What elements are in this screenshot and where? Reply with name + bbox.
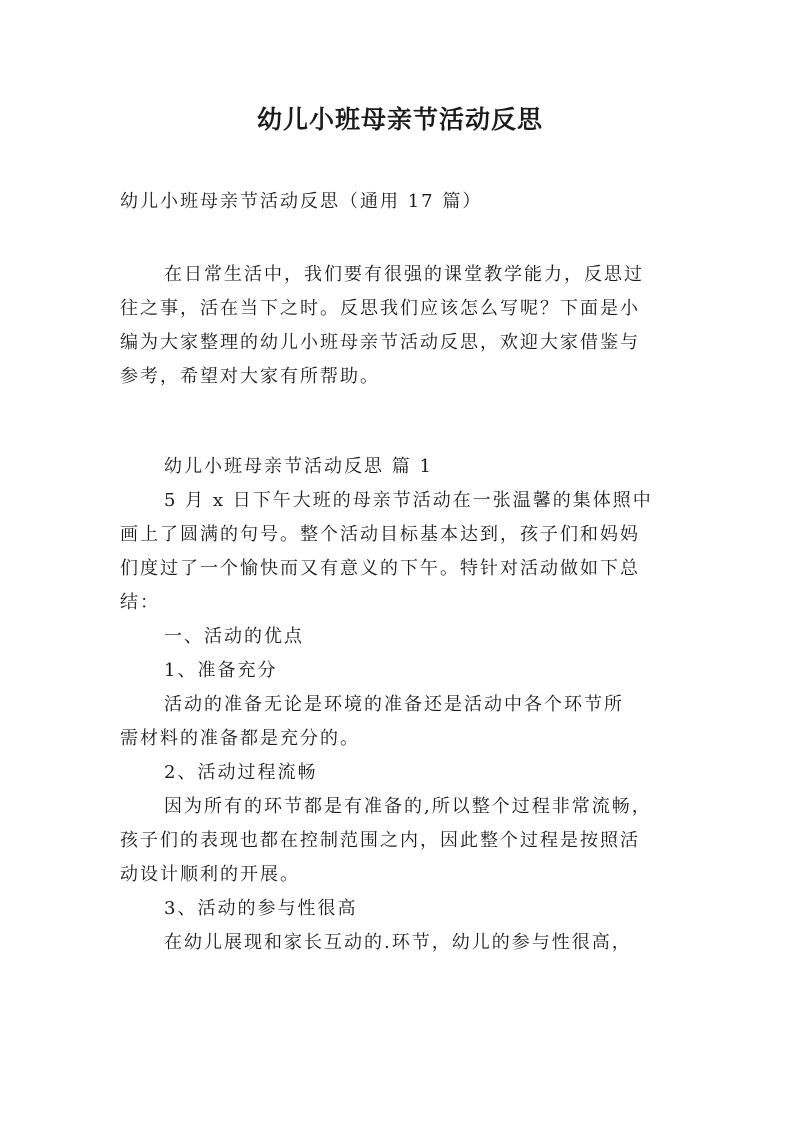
document-subtitle: 幼儿小班母亲节活动反思（通用 17 篇） [120, 191, 483, 212]
section-line: 们度过了一个愉快而又有意义的下午。特针对活动做如下总 [120, 558, 640, 579]
intro-line: 往之事，活在当下之时。反思我们应该怎么写呢？下面是小 [120, 298, 640, 319]
intro-line: 参考，希望对大家有所帮助。 [120, 366, 380, 387]
document-title: 幼儿小班母亲节活动反思 [256, 105, 543, 134]
section-line: 结： [120, 592, 160, 613]
section-1 [120, 450, 690, 960]
list-subheading: 1、准备充分 [164, 660, 278, 681]
section-heading: 幼儿小班母亲节活动反思 篇 1 [164, 456, 433, 477]
intro-paragraph [120, 258, 690, 394]
intro-line: 编为大家整理的幼儿小班母亲节活动反思，欢迎大家借鉴与 [120, 332, 640, 353]
list-heading: 一、活动的优点 [164, 626, 304, 647]
section-line: 活动的准备无论是环境的准备还是活动中各个环节所 [164, 694, 624, 715]
section-line: 画上了圆满的句号。整个活动目标基本达到，孩子们和妈妈 [120, 524, 640, 545]
section-line: 动设计顺利的开展。 [120, 864, 300, 885]
section-line: 因为所有的环节都是有准备的,所以整个过程非常流畅， [164, 796, 652, 817]
list-subheading: 3、活动的参与性很高 [164, 898, 358, 919]
list-subheading: 2、活动过程流畅 [164, 762, 318, 783]
intro-line: 在日常生活中，我们要有很强的课堂教学能力，反思过 [164, 264, 644, 285]
section-line: 需材料的准备都是充分的。 [120, 728, 360, 749]
section-line: 5 月 x 日下午大班的母亲节活动在一张温馨的集体照中 [164, 490, 653, 511]
section-line: 孩子们的表现也都在控制范围之内，因此整个过程是按照活 [120, 830, 640, 851]
section-line: 在幼儿展现和家长互动的.环节，幼儿的参与性很高， [164, 932, 632, 953]
